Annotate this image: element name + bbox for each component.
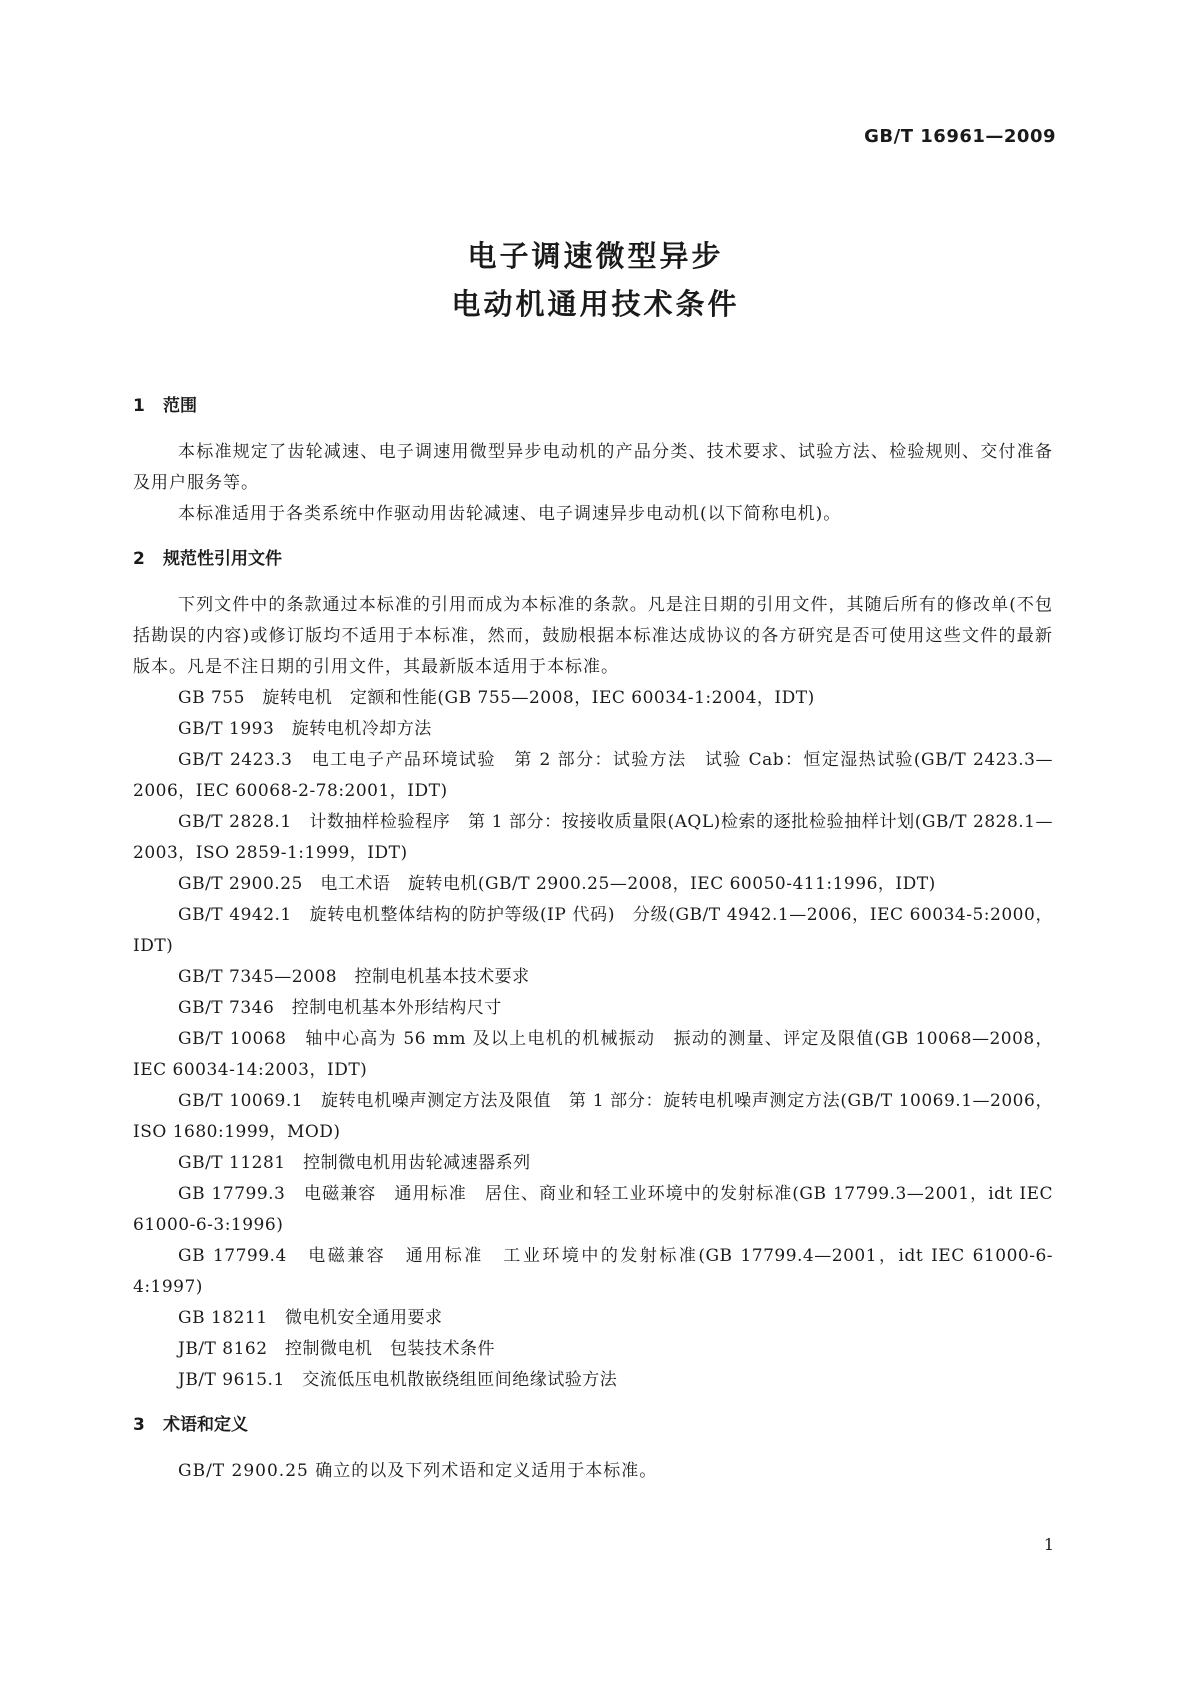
reference-item: JB/T 8162 控制微电机 包装技术条件	[178, 1339, 496, 1359]
paragraph: GB/T 2900.25 确立的以及下列术语和定义适用于本标准。	[178, 1461, 658, 1481]
page-number: 1	[1043, 1535, 1054, 1554]
reference-item: GB/T 11281 控制微电机用齿轮减速器系列	[178, 1153, 531, 1173]
paragraph: 本标准适用于各类系统中作驱动用齿轮减速、电子调速异步电动机(以下简称电机)。	[178, 504, 842, 524]
section-terms-definitions	[133, 1412, 1053, 1487]
section-number: 2	[133, 549, 145, 569]
paragraph: 本标准规定了齿轮减速、电子调速用微型异步电动机的产品分类、技术要求、试验方法、检验规则、交付准备及用户服务等。	[133, 442, 1053, 493]
reference-item: GB 755 旋转电机 定额和性能(GB 755—2008，IEC 60034-1:2004，IDT)	[178, 688, 815, 708]
reference-item: GB/T 10068 轴中心高为 56 mm 及以上电机的机械振动 振动的测量、评定及限值(GB 10068—2008，IEC 60034-14:2003，IDT)	[133, 1029, 1053, 1080]
reference-item: GB/T 4942.1 旋转电机整体结构的防护等级(IP 代码) 分级(GB/T 4942.1—2006，IEC 60034-5:2000，IDT)	[133, 905, 1053, 956]
title-line-2: 电动机通用技术条件	[451, 287, 740, 321]
reference-item: GB 17799.3 电磁兼容 通用标准 居住、商业和轻工业环境中的发射标准(GB 17799.3—2001，idt IEC 61000-6-3:1996)	[133, 1184, 1053, 1235]
section-normative-references	[133, 546, 1053, 1396]
section-scope	[133, 393, 1053, 530]
paragraph: 下列文件中的条款通过本标准的引用而成为本标准的条款。凡是注日期的引用文件，其随后所有的修改单(不包括勘误的内容)或修订版均不适用于本标准，然而，鼓励根据本标准达成协议的各方研究是否可使用这些文件的最新版本。凡是不注日期的引用文件，其最新版本适用于本标准。	[133, 595, 1053, 677]
reference-item: GB/T 7346 控制电机基本外形结构尺寸	[178, 998, 502, 1018]
reference-item: GB/T 10069.1 旋转电机噪声测定方法及限值 第 1 部分：旋转电机噪声测定方法(GB/T 10069.1—2006，ISO 1680:1999，MOD)	[133, 1091, 1053, 1142]
title-line-1: 电子调速微型异步	[467, 239, 724, 273]
section-heading	[133, 546, 1053, 572]
section-heading	[133, 393, 1053, 419]
reference-item: GB/T 2423.3 电工电子产品环境试验 第 2 部分：试验方法 试验 Cab：恒定湿热试验(GB/T 2423.3—2006，IEC 60068-2-78:2001，IDT)	[133, 750, 1053, 801]
reference-item: GB 18211 微电机安全通用要求	[178, 1308, 443, 1328]
section-number: 1	[133, 396, 145, 416]
section-title: 术语和定义	[163, 1415, 248, 1435]
section-number: 3	[133, 1415, 145, 1435]
section-heading	[133, 1412, 1053, 1438]
document-body	[133, 393, 1053, 1487]
reference-item: GB 17799.4 电磁兼容 通用标准 工业环境中的发射标准(GB 17799.4—2001，idt IEC 61000-6-4:1997)	[133, 1246, 1053, 1297]
reference-item: GB/T 2900.25 电工术语 旋转电机(GB/T 2900.25—2008，IEC 60050-411:1996，IDT)	[178, 874, 936, 894]
reference-item: GB/T 7345—2008 控制电机基本技术要求	[178, 967, 530, 987]
reference-item: GB/T 2828.1 计数抽样检验程序 第 1 部分：按接收质量限(AQL)检索的逐批检验抽样计划(GB/T 2828.1—2003，ISO 2859-1:1999，IDT)	[133, 812, 1053, 863]
reference-item: JB/T 9615.1 交流低压电机散嵌绕组匝间绝缘试验方法	[178, 1370, 618, 1390]
section-title: 范围	[163, 396, 197, 416]
standard-code: GB/T 16961—2009	[864, 126, 1056, 147]
reference-item: GB/T 1993 旋转电机冷却方法	[178, 719, 432, 739]
section-title: 规范性引用文件	[163, 549, 282, 569]
document-title	[0, 232, 1191, 328]
